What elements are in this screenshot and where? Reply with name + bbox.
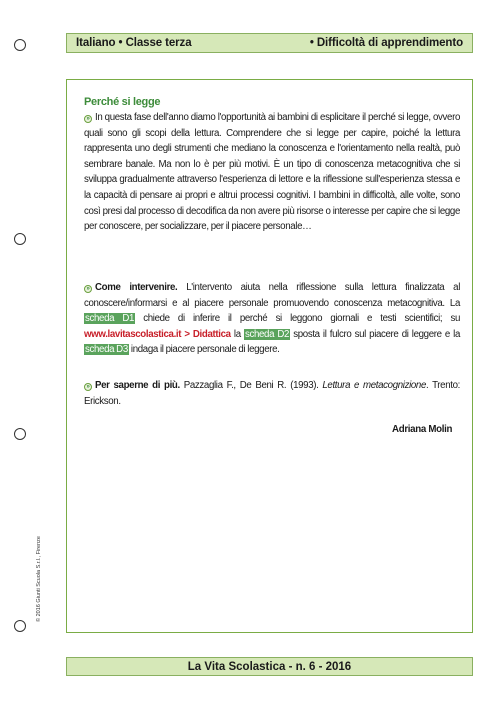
bullet-icon: » [84,285,92,293]
binder-hole-1 [14,39,26,51]
header-topic: • Difficoltà di apprendimento [309,37,463,49]
intervention-text-e: indaga il piacere personale di leggere. [128,344,280,356]
scheda-d2-link[interactable]: scheda D2 [244,328,290,340]
copyright-notice: © 2016 Giunti Scuola S.r.l., Firenze [36,536,42,622]
scheda-d1-link[interactable]: scheda D1 [85,313,135,325]
intervention-text-a: L'intervento aiuta nella riflessione sulla lettura finalizzata al conoscere/informarsi e al piacere personale promuovendo conoscenza metacognitiva. La [84,282,460,309]
references-text-a: Pazzaglia F., De Beni R. (1993). [179,380,323,391]
intervention-text-d: sposta il fulcro sul piacere di leggere e la [290,328,460,340]
reference-book-title: Lettura e metacognizione [322,380,426,391]
paragraph-references [84,378,460,409]
page-footer [66,657,473,676]
paragraph-intro [84,110,460,235]
intervention-lead: Come intervenire. [95,282,178,293]
website-link[interactable]: www.lavitascolastica.it > Didattica [84,328,231,340]
binder-hole-4 [14,620,26,632]
header-subject: Italiano • Classe terza [76,37,192,49]
intervention-text-b: chiede di inferire il perché si leggono giornali e testi scientifici; su [135,313,460,325]
binder-hole-3 [14,428,26,440]
binder-hole-2 [14,233,26,245]
references-text-b: . Trento: Erickson. [84,380,460,407]
author-name: Adriana Molin [392,424,453,435]
paragraph-intervention [84,280,460,358]
scheda-d3-link[interactable]: scheda D3 [85,344,128,356]
bullet-icon: » [84,383,92,391]
page-header [66,33,473,53]
footer-text: La Vita Scolastica - n. 6 - 2016 [187,660,352,673]
intervention-text-c: la [230,328,244,340]
section-title: Perché si legge [84,96,161,108]
references-lead: Per saperne di più. [95,380,180,391]
paragraph-intro-text: In questa fase dell'anno diamo l'opportunità ai bambini di esplicitare il perché si legge, ovvero quali sono gli scopi della lettura. Comprendere che si legge per capire, poiché la lettura rappresenta uno degli strumenti che mediano la conoscenza e l'orientamento nella realtà, può sembrare banale. Ma non lo è per più motivi. È un tipo di conoscenza metacognitiva che si sviluppa gradualmente attraverso l'esperienza di lettore e la riflessione sull'esperienza stessa e la capacità di pensare ai propri e altrui processi cognitivi. I bambini in difficoltà, alle volte, sono così presi dal processo di decodifica da non avere più risorse o interesse per capire che si legge per conoscere, per socializzare, per il piacere personale… [84,112,460,233]
bullet-icon: » [84,115,92,123]
